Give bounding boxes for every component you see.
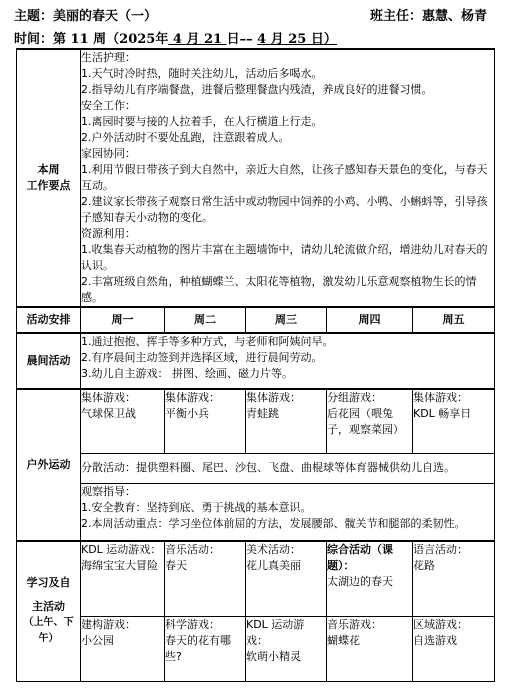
focus-label: 本周 工作要点 bbox=[17, 49, 81, 307]
study-fri-1: 语言活动： 花路 bbox=[413, 541, 495, 616]
theme-line bbox=[14, 5, 157, 24]
study-thu-1: 综合活动（课题）： 太湖边的春天 bbox=[327, 541, 413, 616]
study-row-2 bbox=[17, 616, 495, 681]
start-day: 21 bbox=[199, 32, 227, 47]
end-day: 25 bbox=[283, 32, 311, 47]
start-month: 4 bbox=[168, 32, 187, 47]
schedule-label: 活动安排 bbox=[17, 307, 81, 333]
study-wed-1: 美术活动： 花儿真美丽 bbox=[246, 541, 327, 616]
outdoor-free-row bbox=[17, 453, 495, 483]
study-tue-2: 科学游戏： 春天的花有哪些? bbox=[165, 616, 246, 681]
study-label: 学习及自 主活动 （上午、下午） bbox=[17, 541, 81, 681]
outdoor-guide: 观察指导： 1.安全教育：坚持到底、勇于挑战的基本意识。 2.本周活动重点：学习坐位体前屈的方法，发展腰部、髋关节和腿部的柔韧性。 bbox=[81, 483, 495, 541]
outdoor-game-thu: 分组游戏： 后花园（喂兔子，观察菜园） bbox=[327, 389, 413, 453]
schedule-row bbox=[17, 307, 495, 333]
day-fri: 周五 bbox=[413, 307, 495, 333]
day-thu: 周四 bbox=[327, 307, 413, 333]
outdoor-free-play: 分散活动：提供塑料圈、尾巴、沙包、飞盘、曲棍球等体育器械供幼儿自选。 bbox=[81, 453, 495, 483]
outdoor-game-fri: 集体游戏： KDL 畅享日 bbox=[413, 389, 495, 453]
outdoor-game-mon: 集体游戏： 气球保卫战 bbox=[81, 389, 165, 453]
outdoor-game-wed: 集体游戏： 青蛙跳 bbox=[246, 389, 327, 453]
focus-content: 生活护理： 1.天气时冷时热，随时关注幼儿，活动后多喝水。 2.指导幼儿有序端餐盘，进餐后整理餐盘内残渣，养成良好的进餐习惯。 安全工作： 1.离园时要与接的人拉着手，在人行横道上行走。 2.户外活动时不要处乱跑，注意跟着成人。 家园协同： 1.利用节假日带孩子到大自然中，亲近大自然，让孩子感知春天景色的变化，与春天互动。 2.建议家长带孩子观察日常生活中或动物园中饲养的小鸡、小鸭、小蝌蚪等，引导孩子感知春天小动物的变化。 资源利用： 1.收集春天动植物的图片丰富在主题墙饰中，请幼儿轮流做介绍，增进幼儿对春天的认识。 2.丰富班级自然角，种植蝴蝶兰、太阳花等植物，激发幼儿乐意观察植物生长的情感。 bbox=[81, 49, 495, 307]
study-row-1 bbox=[17, 541, 495, 616]
focus-row bbox=[17, 49, 495, 307]
outdoor-game-tue: 集体游戏： 平衡小兵 bbox=[165, 389, 246, 453]
study-tue-1: 音乐活动： 春天 bbox=[165, 541, 246, 616]
study-thu-2: 音乐游戏： 蝴蝶花 bbox=[327, 616, 413, 681]
morning-content: 1.通过抱抱、挥手等多种方式，与老师和阿姨问早。 2.有序晨间主动签到并选择区域，进行晨间劳动。 3.幼儿自主游戏： 拼图、绘画、磁力片等。 bbox=[81, 333, 495, 389]
day-mon: 周一 bbox=[81, 307, 165, 333]
study-mon-2: 建构游戏： 小公园 bbox=[81, 616, 165, 681]
study-wed-2: KDL 运动游戏： 软萌小精灵 bbox=[246, 616, 327, 681]
teacher-label: 班主任： bbox=[370, 9, 423, 24]
outdoor-games-row bbox=[17, 389, 495, 453]
day-wed: 周三 bbox=[246, 307, 327, 333]
morning-label: 晨间活动 bbox=[17, 333, 81, 389]
day-tue: 周二 bbox=[165, 307, 246, 333]
outdoor-guide-row bbox=[17, 483, 495, 541]
theme-label: 主题： bbox=[14, 9, 54, 24]
teacher-value: 惠慧、杨青 bbox=[422, 9, 488, 24]
plan-table bbox=[16, 48, 495, 682]
time-line: 时间：第 11 周（2025年 4 月 21 日–– 4 月 25 日） bbox=[14, 32, 337, 47]
end-month: 4 bbox=[257, 32, 271, 47]
study-mon-1: KDL 运动游戏： 海绵宝宝大冒险 bbox=[81, 541, 165, 616]
study-fri-2: 区域游戏： 自选游戏 bbox=[413, 616, 495, 681]
teacher-line bbox=[370, 5, 487, 24]
outdoor-label: 户外运动 bbox=[17, 389, 81, 541]
morning-row bbox=[17, 333, 495, 389]
theme-value: 美丽的春天（一） bbox=[53, 9, 158, 24]
